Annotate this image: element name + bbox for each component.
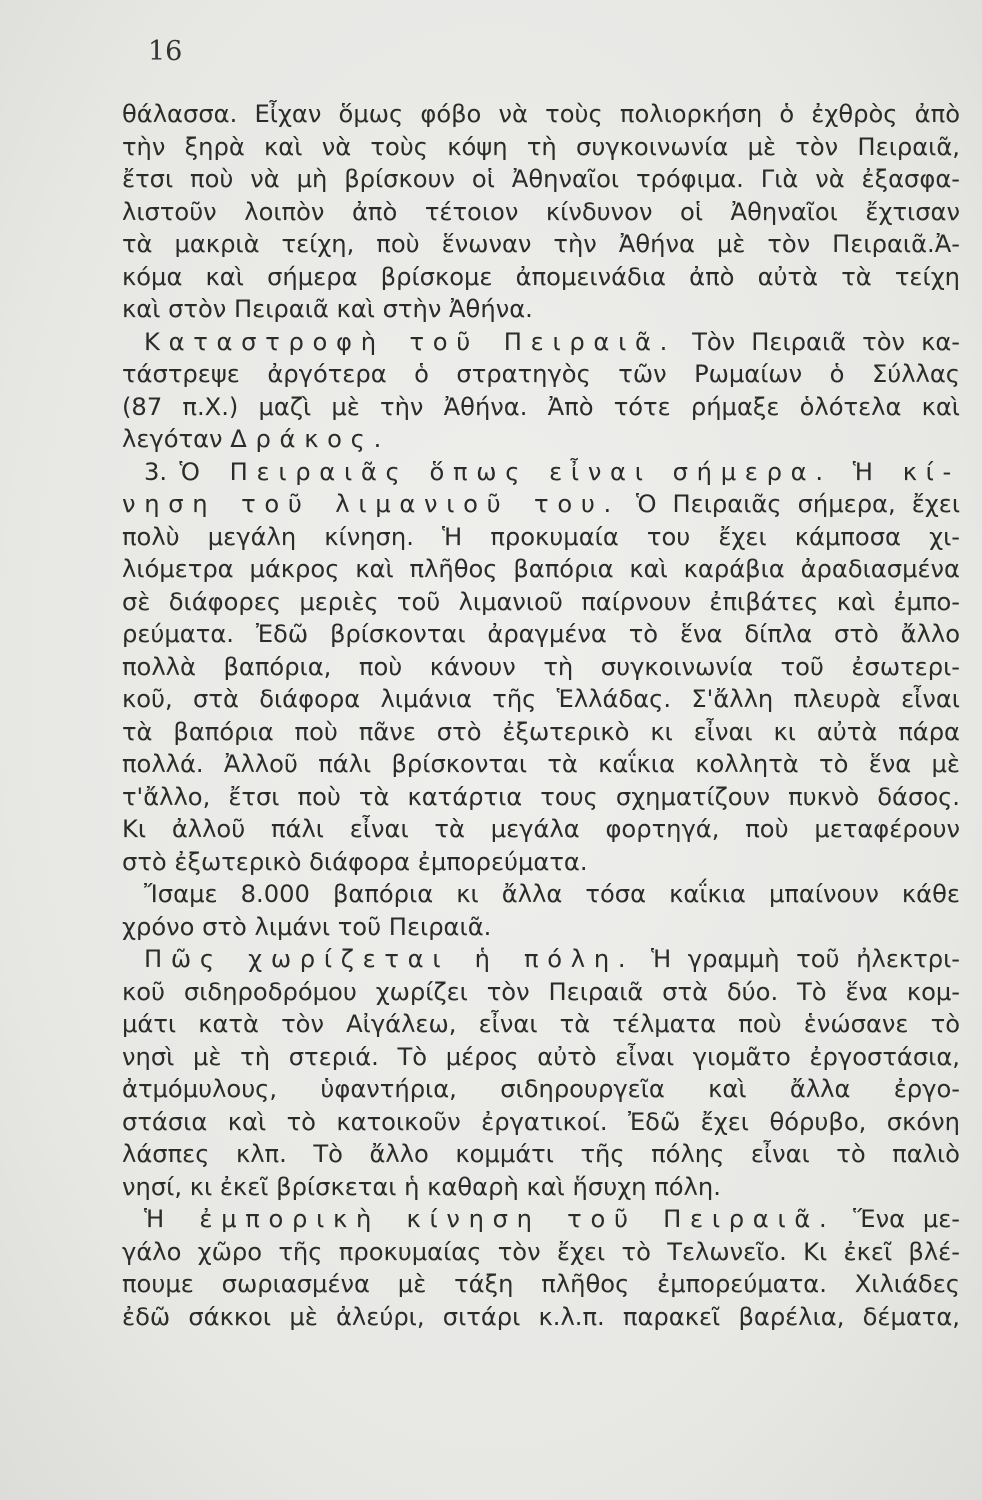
text-line <box>122 293 960 326</box>
spaced-heading: νηση τοῦ λιμανιοῦ του. <box>122 490 620 518</box>
text-segment: γάλο χῶρο τῆς προκυμαίας τὸν ἔχει τὸ Τελωνεῖο. Κι ἐκεῖ βλέ- <box>122 1237 960 1266</box>
text-line <box>122 1138 960 1171</box>
text-segment: τάστρεψε ἀργότερα ὁ στρατηγὸς τῶν Ρωμαίων ὁ Σύλλας <box>122 360 960 388</box>
text-line <box>122 521 960 554</box>
text-line <box>122 196 960 229</box>
text-segment: καὶ στὸν Πειραιᾶ καὶ στὴν Ἀθήνα. <box>122 295 533 323</box>
text-line <box>122 943 960 976</box>
text-line <box>122 131 960 164</box>
spaced-heading: Δράκος. <box>230 425 390 453</box>
text-line <box>122 1171 960 1204</box>
text-segment: Ὁ Πειραιᾶς σήμερα, ἔχει <box>619 490 960 518</box>
text-segment: θάλασσα. Εἶχαν ὅμως φόβο νὰ τοὺς πολιορκήση ὁ ἐχθρὸς ἀπὸ <box>122 100 960 128</box>
text-segment: 3. <box>144 457 180 486</box>
text-line <box>122 911 960 944</box>
text-segment: Ἕνα με- <box>835 1205 961 1233</box>
text-segment: λιόμετρα μάκρος καὶ πλῆθος βαπόρια καὶ καράβια ἀραδιασμένα <box>122 555 960 583</box>
text-segment: λάσπες κλπ. Τὸ ἄλλο κομμάτι τῆς πόλης εἶναι τὸ παλιὸ <box>122 1140 960 1168</box>
text-segment: ρεύματα. Ἐδῶ βρίσκονται ἀραγμένα τὸ ἕνα δίπλα στὸ ἄλλο <box>122 620 960 648</box>
text-segment: κοῦ σιδηροδρόμου χωρίζει τὸν Πειραιᾶ στὰ δύο. Τὸ ἕνα κομ- <box>122 977 960 1006</box>
text-line <box>122 748 960 781</box>
text-segment: Ἡ γραμμὴ τοῦ ἠλεκτρι- <box>634 945 960 973</box>
text-segment: στάσια καὶ τὸ κατοικοῦν ἐργατικοί. Ἐδῶ ἔχει θόρυβο, σκόνη <box>122 1107 960 1136</box>
text-line <box>122 976 960 1009</box>
text-line <box>122 1236 960 1269</box>
text-segment: πολλά. Ἀλλοῦ πάλι βρίσκονται τὰ καΐκια κολλητὰ τὸ ἕνα μὲ <box>122 750 960 778</box>
text-line <box>122 391 960 424</box>
text-segment: νησί, κι ἐκεῖ βρίσκεται ἡ καθαρὴ καὶ ἥσυχη πόλη. <box>122 1172 721 1201</box>
text-line <box>122 878 960 911</box>
text-segment: λιστοῦν λοιπὸν ἀπὸ τέτοιον κίνδυνον οἱ Ἀθηναῖοι ἔχτισαν <box>122 197 960 226</box>
text-line <box>122 326 960 359</box>
text-line <box>122 1073 960 1106</box>
text-segment: Τὸν Πειραιᾶ τὸν κα- <box>676 327 961 356</box>
text-line <box>122 358 960 391</box>
text-segment: Κι ἀλλοῦ πάλι εἶναι τὰ μεγάλα φορτηγά, ποὺ μεταφέρουν <box>122 815 960 843</box>
text-line <box>122 456 960 489</box>
text-segment: τὴν ξηρὰ καὶ νὰ τοὺς κόψη τὴ συγκοινωνία μὲ τὸν Πειραιᾶ, <box>122 132 960 161</box>
text-line <box>122 1106 960 1139</box>
text-segment: ἀτμόμυλους, ὑφαντήρια, σιδηρουργεῖα καὶ ἄλλα ἐργο- <box>122 1075 960 1103</box>
spaced-heading: Καταστροφὴ τοῦ Πειραιᾶ. <box>144 327 677 356</box>
text-line <box>122 228 960 261</box>
text-line <box>122 618 960 651</box>
spaced-heading: Πῶς χωρίζεται ἡ πόλη. <box>144 945 635 973</box>
body-text <box>122 98 960 1333</box>
text-segment: χρόνο στὸ λιμάνι τοῦ Πειραιᾶ. <box>122 912 492 941</box>
text-line <box>122 683 960 716</box>
text-line <box>122 1008 960 1041</box>
text-line <box>122 98 960 131</box>
text-segment: πουμε σωριασμένα μὲ τάξη πλῆθος ἐμπορεύματα. Χιλιάδες <box>122 1270 960 1298</box>
text-segment: τὰ βαπόρια ποὺ πᾶνε στὸ ἐξωτερικὸ κι εἶναι κι αὐτὰ πάρα <box>122 717 960 746</box>
text-line <box>122 423 960 456</box>
text-segment: Ἴσαμε 8.000 βαπόρια κι ἄλλα τόσα καΐκια μπαίνουν κάθε <box>144 880 960 908</box>
text-line <box>122 781 960 814</box>
text-line <box>122 813 960 846</box>
text-line <box>122 488 960 521</box>
text-line <box>122 261 960 294</box>
text-segment: ἐδῶ σάκκοι μὲ ἀλεύρι, σιτάρι κ.λ.π. παρακεῖ βαρέλια, δέματα, <box>122 1302 960 1331</box>
text-line <box>122 651 960 684</box>
text-segment: κοῦ, στὰ διάφορα λιμάνια τῆς Ἑλλάδας. Σ'ἄλλη πλευρὰ εἶναι <box>122 685 960 713</box>
text-segment: μάτι κατὰ τὸν Αἰγάλεω, εἶναι τὰ τέλματα ποὺ ἑνώσανε τὸ <box>122 1010 960 1038</box>
text-segment: σὲ διάφορες μεριὲς τοῦ λιμανιοῦ παίρνουν ἐπιβάτες καὶ ἐμπο- <box>122 587 960 616</box>
text-line <box>122 716 960 749</box>
text-segment: στὸ ἐξωτερικὸ διάφορα ἐμπορεύματα. <box>122 847 588 876</box>
text-segment: τὰ μακριὰ τείχη, ποὺ ἕνωναν τὴν Ἀθήνα μὲ τὸν Πειραιᾶ.Ἀ- <box>122 230 960 258</box>
text-segment: ἔτσι ποὺ νὰ μὴ βρίσκουν οἱ Ἀθηναῖοι τρόφιμα. Γιὰ νὰ ἐξασφα- <box>122 165 960 193</box>
text-segment: κόμα καὶ σήμερα βρίσκομε ἀπομεινάδια ἀπὸ αὐτὰ τὰ τείχη <box>122 262 960 291</box>
text-segment: (87 π.Χ.) μαζὶ μὲ τὴν Ἀθήνα. Ἀπὸ τότε ρήμαξε ὁλότελα καὶ <box>122 392 960 421</box>
text-segment: λεγόταν <box>122 425 231 453</box>
page-number: 16 <box>148 36 183 67</box>
text-line <box>122 163 960 196</box>
spaced-heading: Ἡ ἐμπορικὴ κίνηση τοῦ Πειραιᾶ. <box>144 1205 836 1233</box>
text-segment: πολὺ μεγάλη κίνηση. Ἡ προκυμαία του ἔχει κάμποσα χι- <box>122 522 960 551</box>
text-segment: πολλὰ βαπόρια, ποὺ κάνουν τὴ συγκοινωνία τοῦ ἐσωτερι- <box>122 652 960 681</box>
text-segment: τ'ἄλλο, ἔτσι ποὺ τὰ κατάρτια τους σχηματίζουν πυκνὸ δάσος. <box>122 782 960 811</box>
text-line <box>122 553 960 586</box>
text-line <box>122 1301 960 1334</box>
text-line <box>122 586 960 619</box>
text-line <box>122 1041 960 1074</box>
text-segment: νησὶ μὲ τὴ στεριά. Τὸ μέρος αὐτὸ εἶναι γιομᾶτο ἐργοστάσια, <box>122 1042 960 1071</box>
text-line <box>122 1268 960 1301</box>
text-line <box>122 1203 960 1236</box>
text-line <box>122 846 960 879</box>
spaced-heading: Ὁ Πειραιᾶς ὅπως εἶναι σήμερα. Ἡ κί- <box>179 457 960 486</box>
